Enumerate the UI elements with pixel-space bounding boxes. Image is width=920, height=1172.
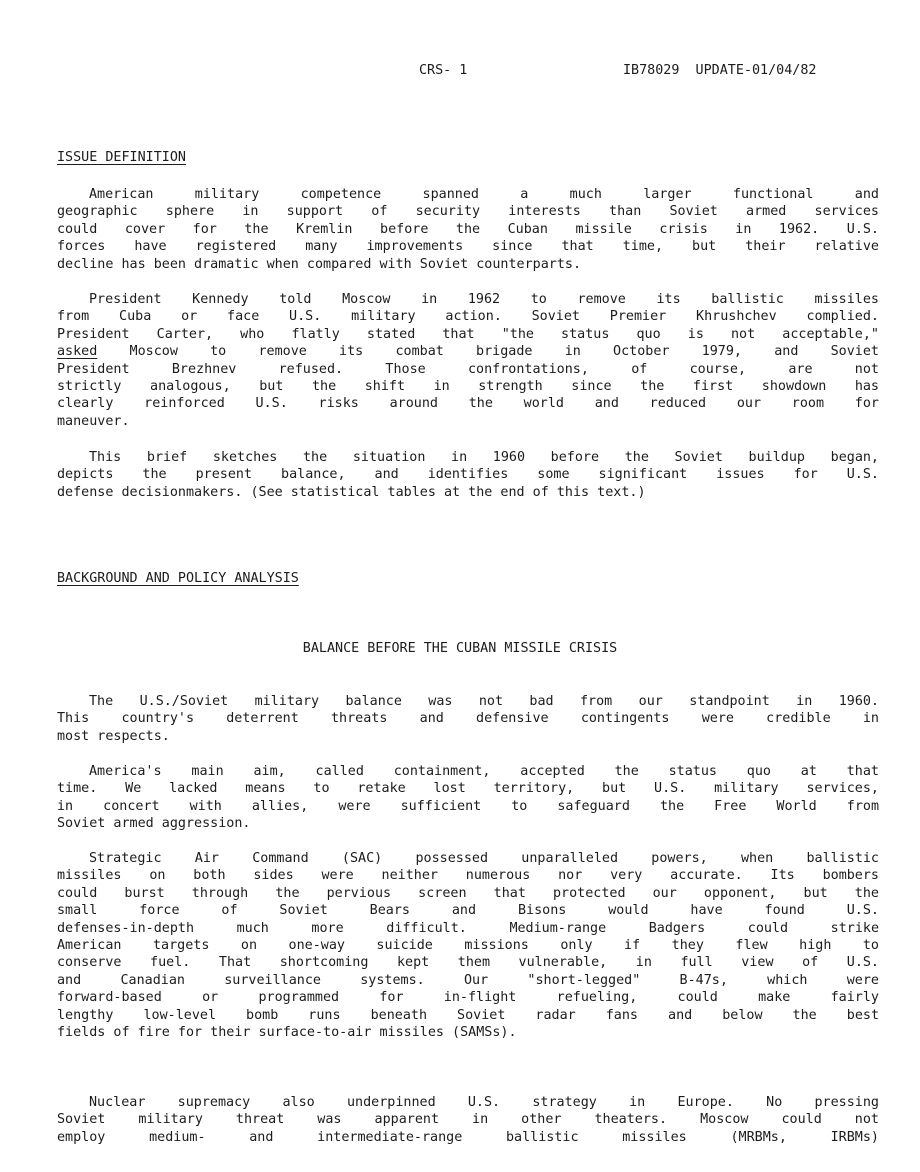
text-line: geographic sphere in support of security interests than Soviet armed services <box>57 204 879 220</box>
paragraph <box>57 850 879 1041</box>
text-line: in concert with allies, were sufficient to safeguard the Free World from <box>57 798 879 814</box>
paragraph <box>57 291 879 430</box>
text-line: Strategic Air Command (SAC) possessed unparalleled powers, when ballistic <box>89 851 879 866</box>
page-header <box>0 63 920 81</box>
subsection-title: BALANCE BEFORE THE CUBAN MISSILE CRISIS <box>302 641 618 656</box>
text-line: fields of fire for their surface-to-air missiles (SAMSs). <box>57 1024 517 1040</box>
text-line: This brief sketches the situation in 1960 before the Soviet buildup began, <box>89 450 879 465</box>
paragraph <box>57 449 879 501</box>
text-line: forces have registered many improvements since that time, but their relative <box>57 239 879 255</box>
text-line: President Carter, who flatly stated that "the status quo is not acceptable," <box>57 326 879 342</box>
underlined-word: asked <box>57 344 98 360</box>
paragraph <box>57 1094 879 1146</box>
text-line: missiles on both sides were neither numerous nor very accurate. Its bombers <box>57 868 879 884</box>
text-line: defenses-in-depth much more difficult. Medium-range Badgers could strike <box>57 920 879 936</box>
text-line: maneuver. <box>57 413 130 429</box>
text-line: Soviet military threat was apparent in other theaters. Moscow could not <box>57 1112 879 1128</box>
text-line: clearly reinforced U.S. risks around the world and reduced our room for <box>57 396 879 412</box>
text-line: American targets on one-way suicide missions only if they flew high to <box>57 937 879 953</box>
section-heading-background: BACKGROUND AND POLICY ANALYSIS <box>57 571 299 586</box>
header-report-id: IB78029 UPDATE-01/04/82 <box>623 63 817 78</box>
text-line: decline has been dramatic when compared with Soviet counterparts. <box>57 256 582 272</box>
text-line: President Kennedy told Moscow in 1962 to remove its ballistic missiles <box>89 292 879 307</box>
text-line-with-underline <box>57 343 879 360</box>
text-line: President Brezhnev refused. Those confrontations, of course, are not <box>57 361 879 377</box>
text-line-rest: Moscow to remove its combat brigade in October 1979, and Soviet <box>129 344 879 360</box>
text-line: This country's deterrent threats and defensive contingents were credible in <box>57 711 879 727</box>
text-line: from Cuba or face U.S. military action. Soviet Premier Khrushchev complied. <box>57 309 879 325</box>
text-line: strictly analogous, but the shift in strength since the first showdown has <box>57 378 879 394</box>
text-line: American military competence spanned a much larger functional and <box>89 187 879 202</box>
text-line: lengthy low-level bomb runs beneath Soviet radar fans and below the best <box>57 1007 879 1023</box>
text-line: small force of Soviet Bears and Bisons would have found U.S. <box>57 903 879 919</box>
text-line: and Canadian surveillance systems. Our "short-legged" B-47s, which were <box>57 972 879 988</box>
paragraph <box>57 186 879 273</box>
text-line: depicts the present balance, and identifies some significant issues for U.S. <box>57 467 879 483</box>
section-heading-issue-definition: ISSUE DEFINITION <box>57 150 186 165</box>
text-line: defense decisionmakers. (See statistical tables at the end of this text.) <box>57 484 646 500</box>
text-line: conserve fuel. That shortcoming kept them vulnerable, in full view of U.S. <box>57 955 879 971</box>
paragraph <box>57 693 879 745</box>
text-line: employ medium- and intermediate-range ballistic missiles (MRBMs, IRBMs) <box>57 1129 879 1145</box>
text-line: forward-based or programmed for in-flight refueling, could make fairly <box>57 990 879 1006</box>
text-line: most respects. <box>57 728 170 744</box>
text-line: could burst through the pervious screen that protected our opponent, but the <box>57 885 879 901</box>
text-line: America's main aim, called containment, accepted the status quo at that <box>89 764 879 779</box>
text-line: could cover for the Kremlin before the Cuban missile crisis in 1962. U.S. <box>57 221 879 237</box>
paragraph <box>57 763 879 833</box>
text-line: Nuclear supremacy also underpinned U.S. strategy in Europe. No pressing <box>89 1095 879 1110</box>
text-line: time. We lacked means to retake lost territory, but U.S. military services, <box>57 781 879 797</box>
header-page-label: CRS- 1 <box>419 63 468 78</box>
text-line: Soviet armed aggression. <box>57 816 251 832</box>
text-line: The U.S./Soviet military balance was not bad from our standpoint in 1960. <box>89 694 879 709</box>
